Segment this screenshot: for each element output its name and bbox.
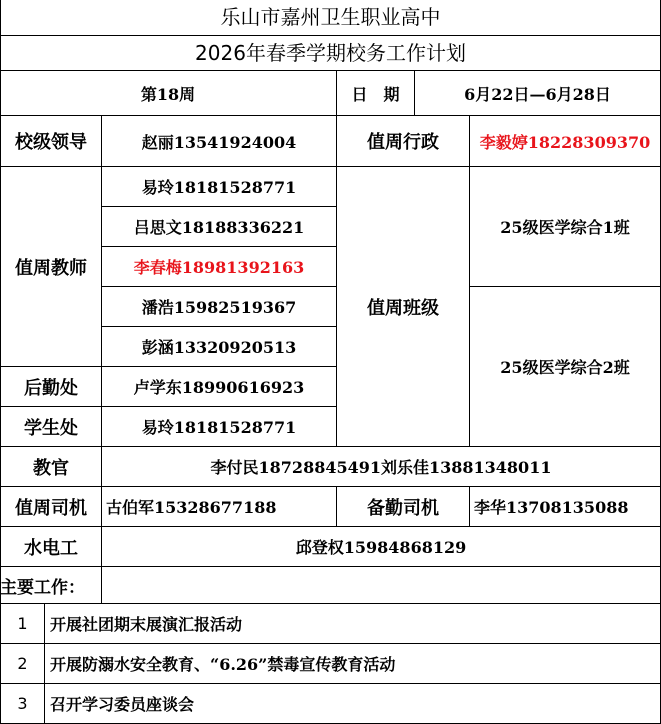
students-office-value: 易玲18181528771 [141,418,297,437]
duty-admin-label: 值周行政 [367,132,439,153]
leader-label: 校级领导 [15,132,87,153]
date-label: 日 期 [351,84,400,104]
page-title: 乐山市嘉州卫生职业高中 [220,5,441,29]
task-number: 3 [17,694,28,713]
duty-teacher-1: 易玲18181528771 [141,178,297,197]
utilities-label: 水电工 [24,537,78,559]
duty-driver-value: 古伯军15328677188 [106,498,277,517]
students-office-label: 学生处 [24,417,78,439]
logistics-label: 后勤处 [24,377,78,399]
logistics-value: 卢学东18990616923 [133,378,305,397]
duty-admin-value: 李毅婷18228309370 [479,132,651,152]
instructor-label: 教官 [33,457,69,479]
duty-class-2: 25级医学综合2班 [500,358,630,377]
task-text: 开展防溺水安全教育、“6.26”禁毒宣传教育活动 [50,655,396,674]
backup-driver-value: 李华13708135088 [474,498,629,517]
duty-teachers-label: 值周教师 [15,257,87,279]
utilities-value: 邱登权15984868129 [295,538,467,557]
instructor-value: 李付民18728845491刘乐佳13881348011 [210,458,552,477]
task-text: 召开学习委员座谈会 [50,695,195,714]
duty-driver-label: 值周司机 [15,497,87,519]
week-number: 第18周 [140,84,196,104]
backup-driver-label: 备勤司机 [367,497,439,519]
task-number: 2 [17,654,28,673]
duty-teacher-4: 潘浩15982519367 [141,298,297,317]
leader-value: 赵丽13541924004 [141,132,297,152]
date-value: 6月22日—6月28日 [464,84,611,104]
duty-class-label: 值周班级 [367,297,439,319]
task-number: 1 [17,614,28,633]
duty-teacher-2: 吕思文18188336221 [133,218,305,237]
task-text: 开展社团期末展演汇报活动 [50,615,243,634]
tasks-heading: 主要工作： [0,577,85,598]
duty-teacher-5: 彭涵13320920513 [141,338,297,357]
duty-class-1: 25级医学综合1班 [500,218,630,237]
duty-teacher-3: 李春梅18981392163 [133,258,305,277]
page-subtitle: 2026年春季学期校务工作计划 [195,41,466,65]
